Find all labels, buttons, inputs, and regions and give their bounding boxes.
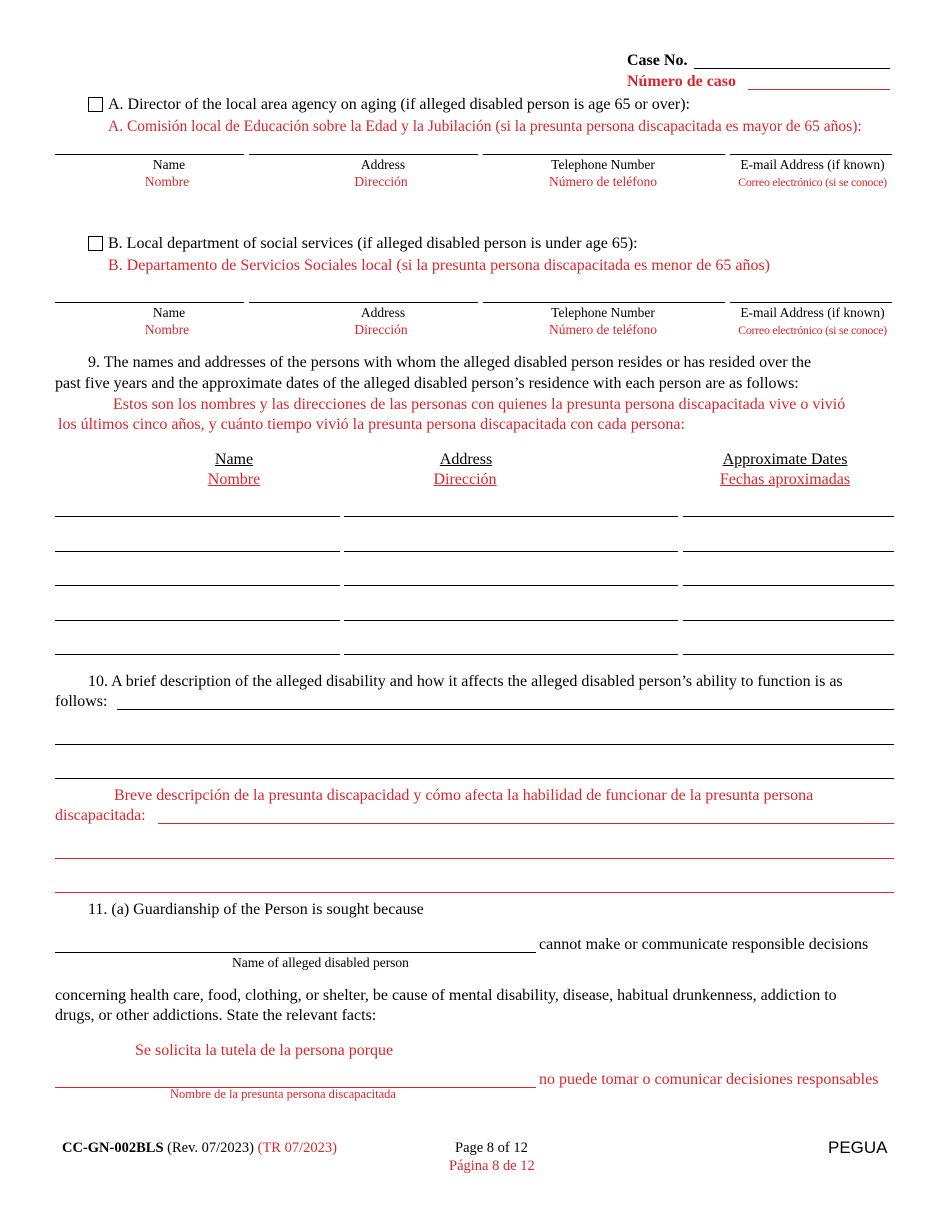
footer-form-id-group: [62, 1140, 337, 1157]
b-email-label-es: Correo electrónico (si se conoce): [738, 323, 887, 337]
b-phone-label: Telephone Number: [551, 305, 655, 320]
residence-name-field[interactable]: [55, 516, 340, 517]
item9-line2-es: los últimos cinco años, y cuánto tiempo vivió la presunta persona discapacitada con cada persona:: [58, 416, 685, 433]
section-a-text-es: A. Comisión local de Educación sobre la Edad y la Jubilación (si la presunta persona discapacitada es mayor de 65 años):: [108, 118, 862, 135]
footer-tag: PEGUA: [828, 1138, 888, 1157]
a-phone-label: Telephone Number: [551, 157, 655, 172]
item9-col-name-es: Nombre: [207, 471, 261, 488]
footer-page: Page 8 of 12: [455, 1140, 528, 1156]
item11-intro-es: Se solicita la tutela de la persona porque: [135, 1042, 394, 1059]
a-name-field[interactable]: [55, 154, 244, 155]
residence-name-field[interactable]: [55, 654, 340, 655]
residence-address-field[interactable]: [344, 620, 678, 621]
disability-description-field-es[interactable]: [55, 892, 894, 893]
a-email-label: E-mail Address (if known): [740, 157, 885, 172]
residence-dates-field[interactable]: [683, 585, 894, 586]
item10-line2-es: discapacitada:: [55, 807, 146, 824]
residence-name-field[interactable]: [55, 551, 340, 552]
case-no-field[interactable]: [694, 68, 890, 69]
section-b-checkbox[interactable]: [88, 236, 103, 251]
residence-address-field[interactable]: [344, 551, 678, 552]
item9-line2: past five years and the approximate dates of the alleged disabled person’s residence with each person are as follows:: [55, 375, 799, 392]
item11-line1: concerning health care, food, clothing, or shelter, be cause of mental disability, disease, habitual drunkenness, addiction to: [55, 987, 837, 1004]
footer-tr: (TR 07/2023): [257, 1140, 337, 1156]
a-email-field[interactable]: [730, 154, 892, 155]
a-name-label: Name: [152, 157, 186, 172]
section-b-text: B. Local department of social services (if alleged disabled person is under age 65):: [108, 235, 638, 252]
b-address-label: Address: [360, 305, 406, 320]
disability-description-field-es[interactable]: [55, 858, 894, 859]
a-email-label-es: Correo electrónico (si se conoce): [738, 175, 887, 189]
residence-address-field[interactable]: [344, 585, 678, 586]
item9-col-address-es: Dirección: [433, 471, 497, 488]
disabled-person-name-field[interactable]: [55, 952, 536, 953]
item11-cannot: cannot make or communicate responsible decisions: [539, 936, 869, 953]
footer-form-id: CC-GN-002BLS: [62, 1140, 164, 1156]
section-b-text-es: B. Departamento de Servicios Sociales local (si la presunta persona discapacitada es menor de 65 años): [108, 257, 770, 274]
residence-address-field[interactable]: [344, 654, 678, 655]
item10-line2: follows:: [55, 693, 108, 710]
item11-line2: drugs, or other addictions. State the relevant facts:: [55, 1007, 377, 1024]
item9-line1-es: Estos son los nombres y las direcciones de las personas con quienes la presunta persona discapacitada vive o vivió: [113, 396, 846, 413]
b-name-field[interactable]: [55, 302, 244, 303]
case-no-label-es: Número de caso: [627, 73, 737, 90]
residence-dates-field[interactable]: [683, 516, 894, 517]
residence-name-field[interactable]: [55, 585, 340, 586]
item10-line1-es: Breve descripción de la presunta discapacidad y cómo afecta la habilidad de funcionar de la presunta persona: [114, 787, 814, 804]
disability-description-field[interactable]: [55, 744, 894, 745]
b-phone-label-es: Número de teléfono: [549, 322, 657, 337]
a-address-label-es: Dirección: [354, 174, 408, 189]
case-no-label: Case No.: [627, 52, 688, 69]
a-address-field[interactable]: [249, 154, 478, 155]
a-phone-field[interactable]: [483, 154, 725, 155]
b-address-label-es: Dirección: [354, 322, 408, 337]
item9-col-dates-es: Fechas aproximadas: [719, 471, 851, 488]
item11-name-caption: Name of alleged disabled person: [232, 955, 409, 970]
b-email-label: E-mail Address (if known): [740, 305, 885, 320]
residence-dates-field[interactable]: [683, 654, 894, 655]
b-name-label-es: Nombre: [144, 322, 190, 337]
item11-name-caption-es: Nombre de la presunta persona discapacitada: [170, 1087, 396, 1101]
item10-line1: 10. A brief description of the alleged disability and how it affects the alleged disabled person’s ability to function is as: [88, 673, 843, 690]
item9-col-dates: Approximate Dates: [722, 451, 848, 468]
residence-dates-field[interactable]: [683, 551, 894, 552]
disability-description-field[interactable]: [117, 709, 894, 710]
section-a-checkbox[interactable]: [88, 97, 103, 112]
residence-dates-field[interactable]: [683, 620, 894, 621]
section-a-text: A. Director of the local area agency on aging (if alleged disabled person is age 65 or over):: [108, 96, 690, 113]
footer-page-es: Página 8 de 12: [449, 1158, 535, 1174]
a-phone-label-es: Número de teléfono: [549, 174, 657, 189]
b-address-field[interactable]: [249, 302, 478, 303]
residence-address-field[interactable]: [344, 516, 678, 517]
item9-col-name: Name: [214, 451, 254, 468]
item11-cannot-es: no puede tomar o comunicar decisiones responsables: [539, 1071, 879, 1088]
disability-description-field-es[interactable]: [158, 823, 894, 824]
disability-description-field[interactable]: [55, 778, 894, 779]
b-name-label: Name: [152, 305, 186, 320]
b-phone-field[interactable]: [483, 302, 725, 303]
residence-name-field[interactable]: [55, 620, 340, 621]
case-no-field-es[interactable]: [748, 89, 890, 90]
item11-intro: 11. (a) Guardianship of the Person is sought because: [88, 901, 424, 918]
a-address-label: Address: [360, 157, 406, 172]
a-name-label-es: Nombre: [144, 174, 190, 189]
footer-rev: (Rev. 07/2023): [167, 1140, 254, 1156]
b-email-field[interactable]: [730, 302, 892, 303]
item9-line1: 9. The names and addresses of the persons with whom the alleged disabled person resides or has resided over the: [88, 354, 812, 371]
item9-col-address: Address: [439, 451, 493, 468]
